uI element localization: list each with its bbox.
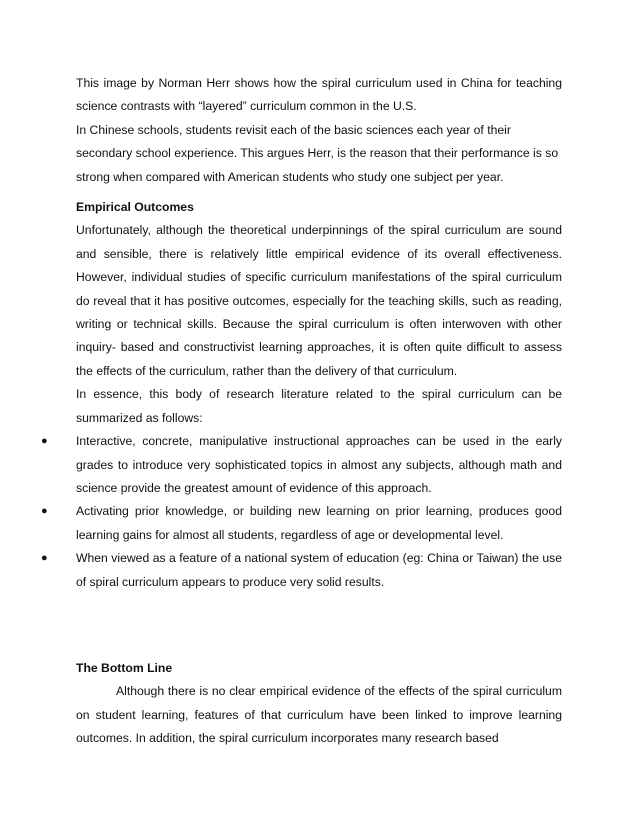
bullet-icon: ● (41, 435, 48, 448)
list-item (41, 430, 562, 500)
list-item-text: Interactive, concrete, manipulative instructional approaches can be used in the early grades to introduce very sophisticated topics in almost any subjects, although math and science provide the greatest amount of evidence of this approach. (76, 434, 562, 495)
summary-intro-paragraph: In essence, this body of research literature related to the spiral curriculum can be summarized as follows: (76, 387, 562, 425)
empirical-outcomes-paragraph: Unfortunately, although the theoretical underpinnings of the spiral curriculum are sound and sensible, there is relatively little empirical evidence of its overall effectiveness. However, individual studies of specific curriculum manifestations of the spiral curriculum do reveal that it has positive outcomes, especially for the teaching skills, such as reading, writing or technical skills. Because the spiral curriculum is often interwoven with other inquiry- based and constructivist learning approaches, it is often quite difficult to assess the effects of the curriculum, rather than the delivery of that curriculum. (76, 223, 562, 378)
bullet-icon: ● (41, 505, 48, 518)
intro-paragraph-1: This image by Norman Herr shows how the spiral curriculum used in China for teaching science contrasts with “layered” curriculum common in the U.S. (76, 76, 562, 114)
list-item-text: When viewed as a feature of a national system of education (eg: China or Taiwan) the use of spiral curriculum appears to produce very solid results. (76, 551, 562, 589)
list-item (41, 500, 562, 547)
bullet-icon: ● (41, 552, 48, 565)
section-heading-empirical-outcomes: Empirical Outcomes (76, 200, 194, 215)
findings-list (41, 430, 562, 594)
section-heading-bottom-line: The Bottom Line (76, 660, 173, 675)
intro-paragraph-2: In Chinese schools, students revisit each of the basic sciences each year of their secondary school experience. This argues Herr, is the reason that their performance is so strong when compared with American students who study one subject per year. (76, 122, 559, 184)
list-item (41, 547, 562, 594)
list-item-text: Activating prior knowledge, or building new learning on prior learning, produces good learning gains for almost all students, regardless of age or developmental level. (76, 504, 562, 542)
document-body (41, 72, 562, 751)
bottom-line-paragraph: Although there is no clear empirical evidence of the effects of the spiral curriculum on student learning, features of that curriculum have been linked to improve learning outcomes. In addition, the spiral curriculum incorporates many research based (76, 684, 562, 746)
